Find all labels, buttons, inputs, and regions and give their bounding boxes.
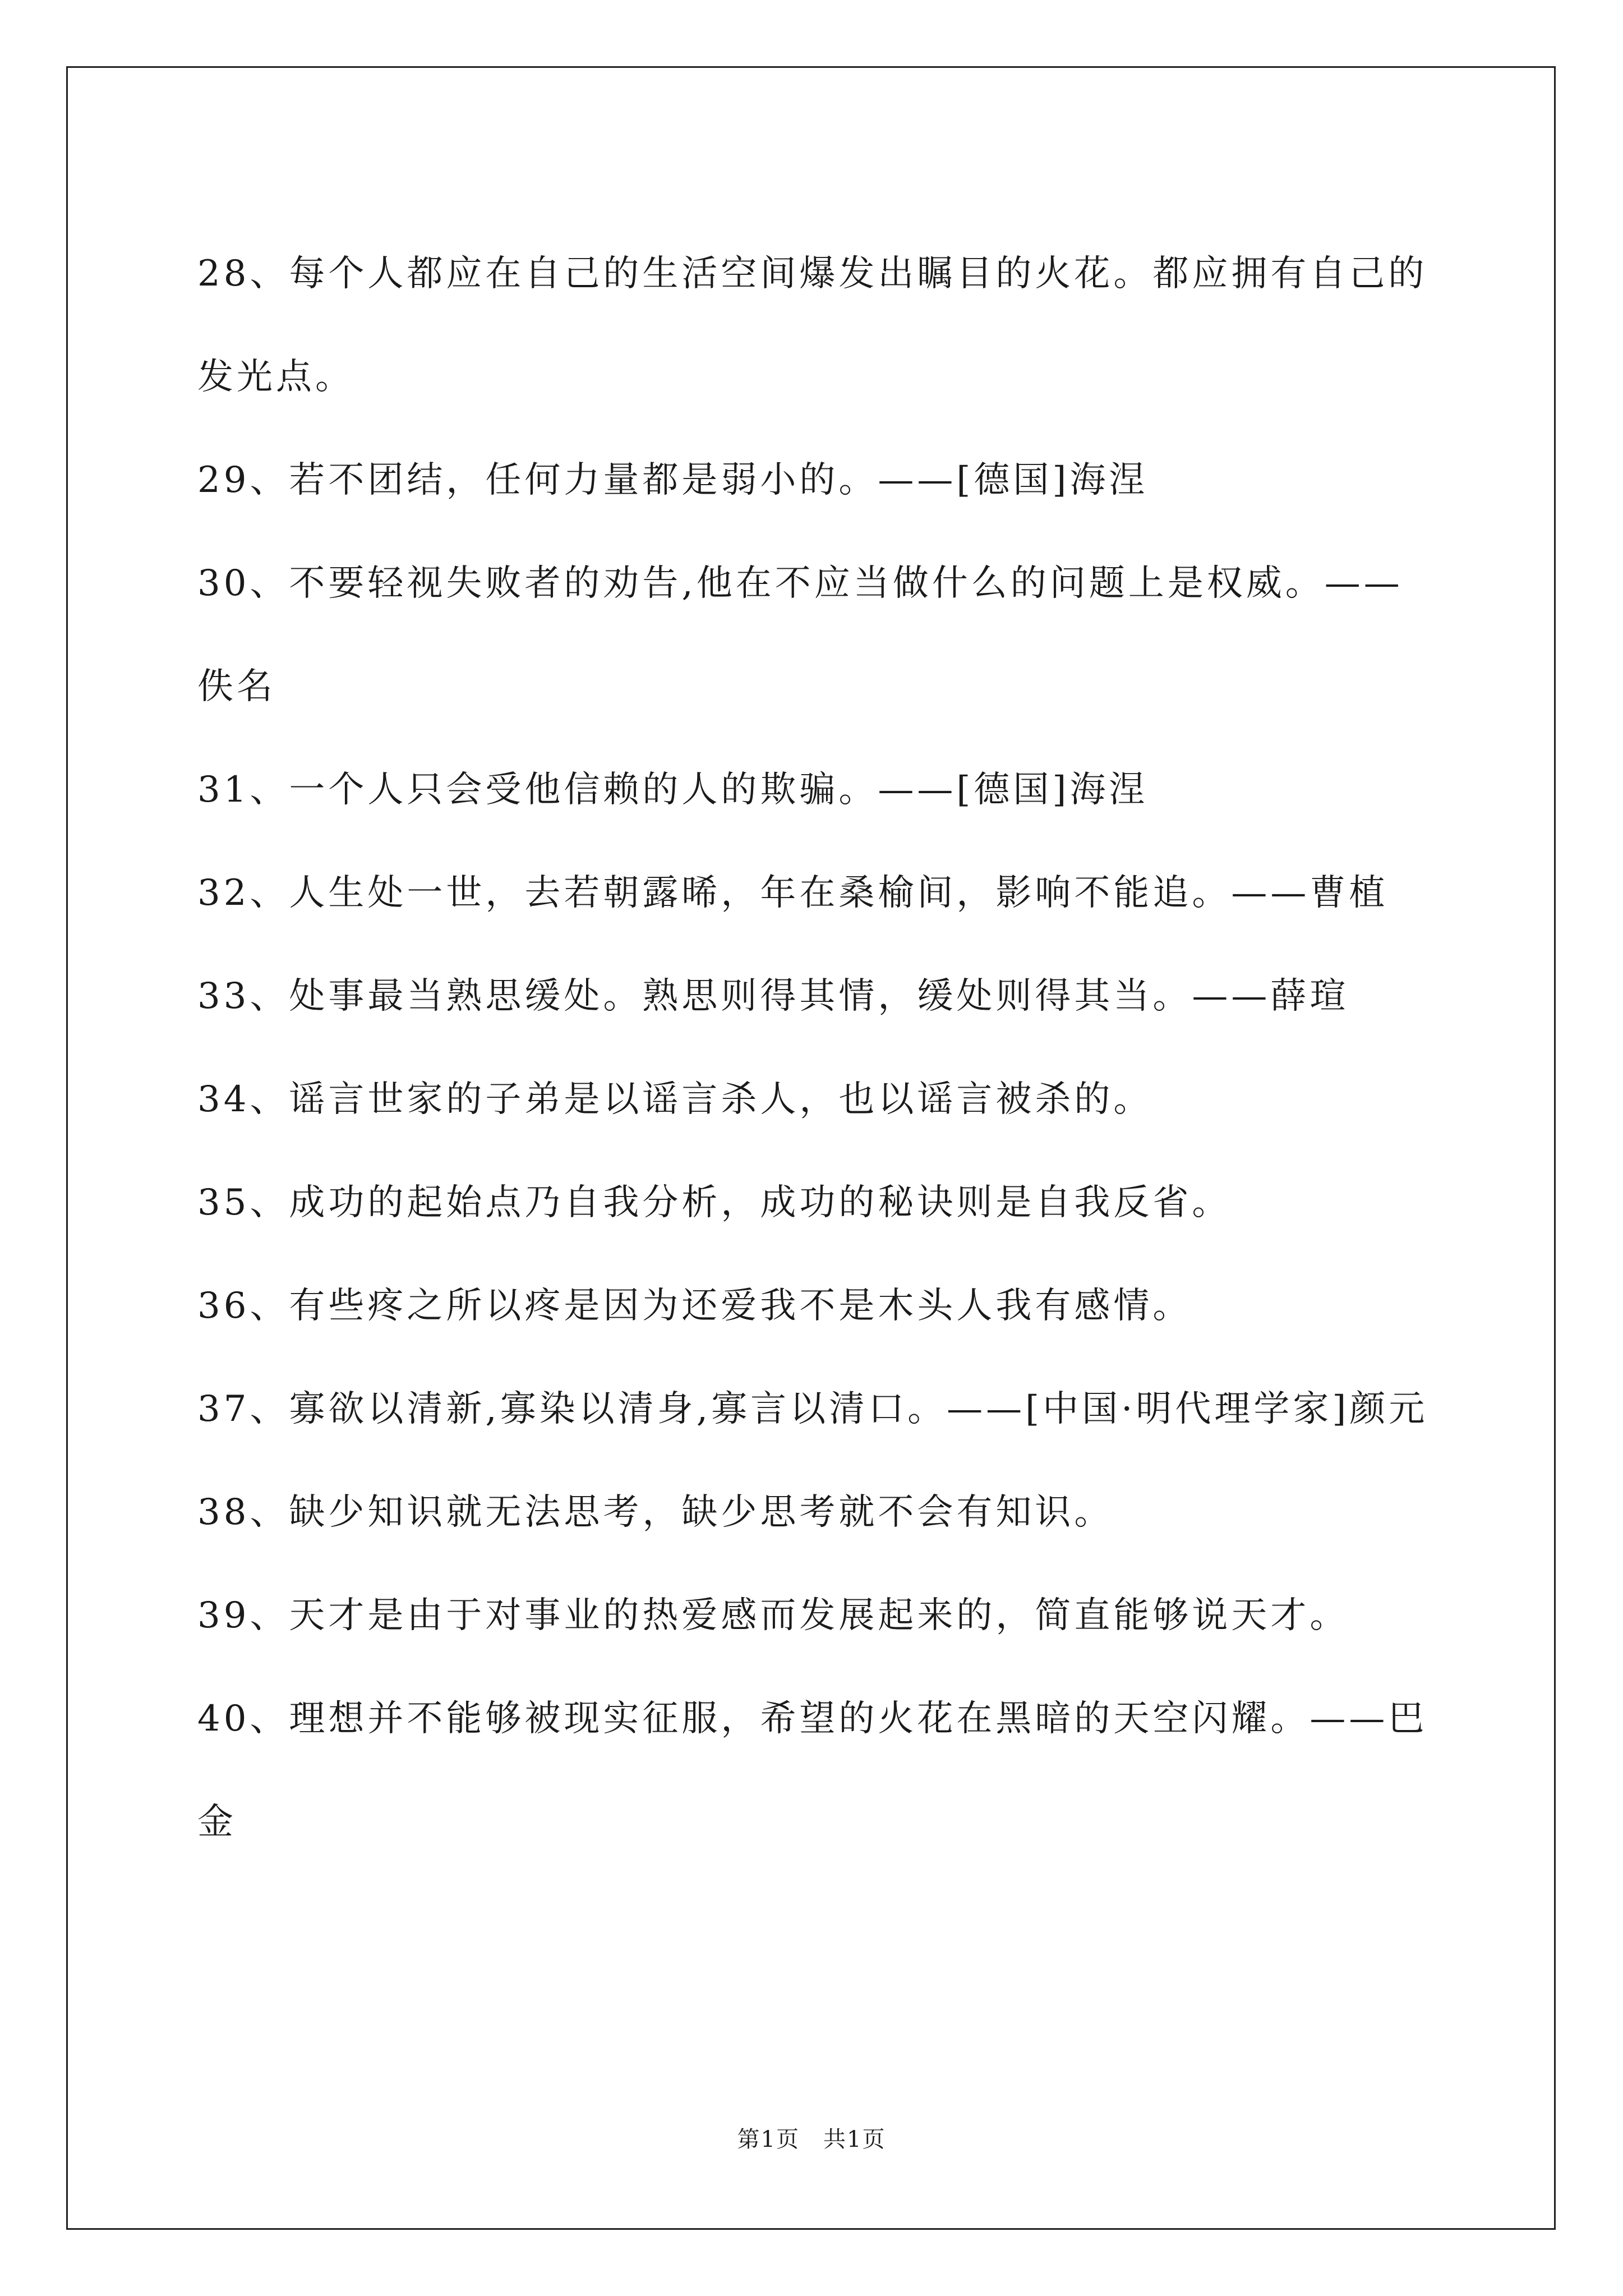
quote-38: 38、缺少知识就无法思考，缺少思考就不会有知识。 bbox=[197, 1492, 1114, 1533]
quote-37: 37、寡欲以清新,寡染以清身,寡言以清口。——[中国·明代理学家]颜元 bbox=[197, 1388, 1428, 1430]
quote-39: 39、天才是由于对事业的热爱感而发展起来的，简直能够说天才。 bbox=[197, 1595, 1349, 1636]
document-body bbox=[197, 222, 1437, 1874]
quote-34: 34、谣言世家的子弟是以谣言杀人，也以谣言被杀的。 bbox=[197, 1079, 1153, 1120]
quote-28: 28、每个人都应在自己的生活空间爆发出瞩目的火花。都应拥有自己的发光点。 bbox=[197, 253, 1428, 398]
quote-35: 35、成功的起始点乃自我分析，成功的秘诀则是自我反省。 bbox=[197, 1182, 1232, 1223]
page-number-footer: 第1页 共1页 bbox=[737, 2127, 886, 2152]
quote-36: 36、有些疼之所以疼是因为还爱我不是木头人我有感情。 bbox=[197, 1285, 1192, 1327]
quote-30: 30、不要轻视失败者的劝告,他在不应当做什么的问题上是权威。——佚名 bbox=[197, 563, 1403, 707]
quote-31: 31、一个人只会受他信赖的人的欺骗。——[德国]海涅 bbox=[197, 769, 1149, 811]
quote-33: 33、处事最当熟思缓处。熟思则得其情，缓处则得其当。——薛瑄 bbox=[197, 976, 1349, 1017]
quote-29: 29、若不团结，任何力量都是弱小的。——[德国]海涅 bbox=[197, 459, 1149, 501]
quote-32: 32、人生处一世，去若朝露晞，年在桑榆间，影响不能追。——曹植 bbox=[197, 872, 1389, 914]
quote-40: 40、理想并不能够被现实征服，希望的火花在黑暗的天空闪耀。——巴金 bbox=[197, 1698, 1428, 1843]
